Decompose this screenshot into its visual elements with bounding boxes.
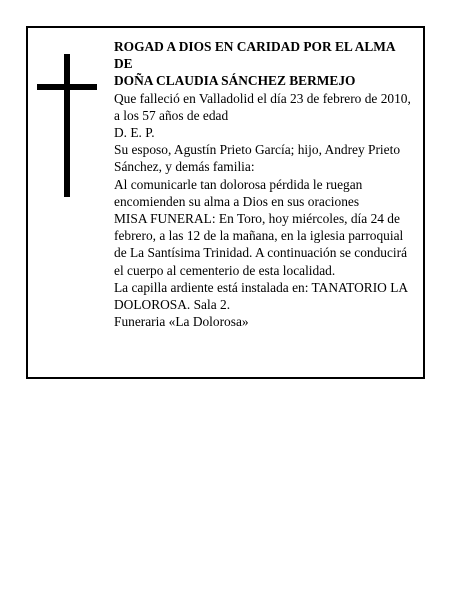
body-line-6: Al comunicarle tan dolorosa pérdida le ruegan (114, 176, 363, 192)
body-line-2: a los 57 años de edad (114, 107, 229, 123)
body-line-14: Funeraria «La Dolorosa» (114, 314, 249, 330)
body-line-1: Que falleció en Valladolid el día 23 de febrero de 2010, (114, 90, 411, 106)
body-line-9: febrero, a las 12 de la mañana, en la iglesia parroquial (114, 228, 404, 244)
body-line-7: encomienden su alma a Dios en sus oraciones (114, 193, 360, 209)
cross-vertical-bar (64, 54, 70, 197)
deceased-name: DOÑA CLAUDIA SÁNCHEZ BERMEJO (114, 73, 356, 89)
body-line-12: La capilla ardiente está instalada en: TANATORIO LA (114, 279, 409, 295)
body-line-5: Sánchez, y demás familia: (114, 159, 255, 175)
body-line-3: D. E. P. (114, 125, 155, 141)
body-line-4: Su esposo, Agustín Prieto García; hijo, Andrey Prieto (114, 142, 401, 158)
obituary-text (114, 38, 424, 330)
cross-horizontal-bar (37, 84, 97, 90)
body-line-11: el cuerpo al cementerio de esta localidad. (114, 262, 336, 278)
body-line-10: de La Santísima Trinidad. A continuación se conducirá (114, 245, 408, 261)
heading-line-2: DE (114, 56, 133, 72)
body-line-13: DOLOROSA. Sala 2. (114, 297, 231, 313)
body-line-8: MISA FUNERAL: En Toro, hoy miércoles, día 24 de (114, 211, 400, 227)
heading-line-1: ROGAD A DIOS EN CARIDAD POR EL ALMA (114, 39, 396, 54)
